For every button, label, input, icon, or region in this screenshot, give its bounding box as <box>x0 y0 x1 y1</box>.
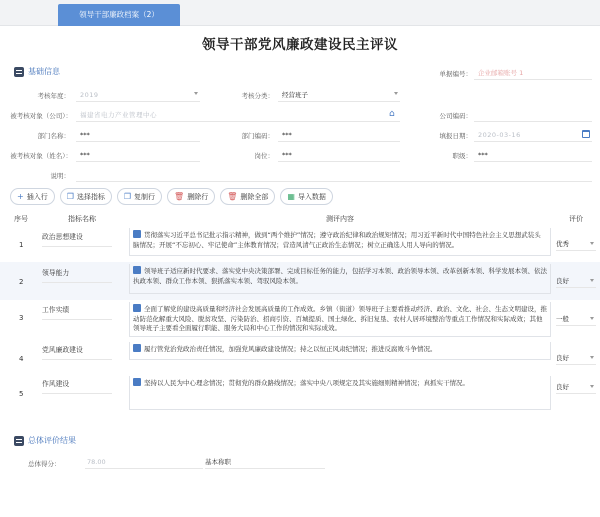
row-content[interactable]: 坚持以人民为中心理念情况；贯彻党的群众路线情况；落实中央八项规定及其实施细则精神情况；真抓实干情况。 <box>129 376 551 410</box>
company-code-field[interactable] <box>474 108 592 122</box>
person-label: 被考核对象（姓名）： <box>10 152 72 160</box>
chevron-down-icon <box>590 356 594 359</box>
row-eval-select[interactable]: 优秀 <box>556 237 596 251</box>
rank-field[interactable]: *** <box>474 148 592 162</box>
post-label: 岗位： <box>254 152 274 160</box>
delete-all-button[interactable]: 🗑 删除全部 <box>220 188 275 205</box>
total-score-label: 总体得分： <box>28 460 61 468</box>
row-seq: 4 <box>19 355 24 363</box>
row-indicator[interactable]: 作风建设 <box>42 378 112 394</box>
row-content[interactable]: 全面了解党的建设高质量和经济社会发展高质量的工作成效。乡镇（街道）领导班子主要看推动经济、政治、文化、社会、生态文明建设，推动防范化解重大风险、脱贫攻坚、污染防治、招商引资、百城提质、国土绿化、拆旧复垦、农村人居环境整治等重点工作情况和实际成效；其他领导班子主要看全面履行职能、服务大局和中心工作的情况和实际成效。 <box>129 302 551 337</box>
dept-name-label: 部门名称： <box>37 132 70 140</box>
table-row[interactable] <box>0 262 600 300</box>
doc-no-field[interactable]: 企业邮箱账号 1 <box>474 66 592 80</box>
row-eval-select[interactable]: 良好 <box>556 274 596 288</box>
trash-icon: 🗑 <box>227 191 238 201</box>
row-seq: 5 <box>19 390 24 398</box>
row-eval-select[interactable]: 良好 <box>556 380 596 394</box>
year-label: 考核年度： <box>37 92 70 100</box>
table-row[interactable] <box>0 226 600 260</box>
delete-row-button[interactable]: 🗑 删除行 <box>167 188 215 205</box>
doc-icon <box>133 230 141 238</box>
chevron-down-icon <box>194 92 198 95</box>
dept-name-field[interactable]: *** <box>76 128 200 142</box>
row-seq: 3 <box>19 314 24 322</box>
chevron-down-icon <box>590 242 594 245</box>
chevron-down-icon <box>590 317 594 320</box>
doc-no-label: 单据编号： <box>439 70 472 78</box>
table-row[interactable] <box>0 342 600 374</box>
import-data-button[interactable]: ▦ 导入数据 <box>280 188 333 205</box>
summary-header <box>14 435 76 446</box>
row-eval-select[interactable]: 一般 <box>556 312 596 326</box>
doc-icon <box>133 378 141 386</box>
basic-info-title: 基础信息 <box>28 67 60 76</box>
copy-icon: ❐ <box>66 191 74 201</box>
fill-date-field[interactable]: 2020-03-16 <box>474 128 592 142</box>
insert-row-button[interactable]: + 插入行 <box>10 188 55 205</box>
basic-info-header <box>14 66 60 77</box>
rank-label: 职级： <box>452 152 472 160</box>
doc-icon <box>133 344 141 352</box>
calendar-icon[interactable] <box>582 130 590 138</box>
category-label: 考核分类： <box>241 92 274 100</box>
year-select[interactable]: 2019 <box>76 88 200 102</box>
select-indicator-button[interactable]: ❐ 选择指标 <box>60 188 112 205</box>
table-row[interactable] <box>0 302 600 340</box>
company-label: 被考核对象（公司）： <box>10 112 72 120</box>
person-field[interactable]: *** <box>76 148 200 162</box>
doc-icon <box>133 304 141 312</box>
total-score-field[interactable]: 78.00 <box>85 455 203 469</box>
fill-date-label: 填报日期： <box>439 132 472 140</box>
excel-icon: ▦ <box>287 191 295 201</box>
row-indicator[interactable]: 政治思想建设 <box>42 231 112 247</box>
row-indicator[interactable]: 领导能力 <box>42 267 112 283</box>
table-row[interactable] <box>0 376 600 410</box>
doc-icon <box>133 266 141 274</box>
chevron-down-icon <box>590 385 594 388</box>
row-seq: 2 <box>19 278 24 286</box>
row-eval-select[interactable]: 良好 <box>556 351 596 365</box>
row-seq: 1 <box>19 241 24 249</box>
col-seq: 序号 <box>14 215 28 223</box>
note-label: 说明： <box>50 172 70 180</box>
page-title: 领导干部党风廉政建设民主评议 <box>202 37 398 53</box>
row-content[interactable]: 履行管党治党政治责任情况，加强党风廉政建设情况；持之以恒正风肃纪情况；推进反腐败斗争情况。 <box>129 342 551 360</box>
col-indicator: 指标名称 <box>68 215 96 223</box>
chevron-down-icon <box>394 92 398 95</box>
trash-icon: 🗑 <box>174 191 185 201</box>
summary-title: 总体评价结果 <box>28 436 76 445</box>
tab-leader-archive[interactable]: 领导干部廉政档案（2） <box>58 4 180 26</box>
row-indicator[interactable]: 工作实绩 <box>42 304 112 320</box>
table-toolbar <box>10 188 333 205</box>
chevron-down-icon <box>590 279 594 282</box>
company-code-label: 公司编码： <box>439 112 472 120</box>
copy-row-button[interactable]: ❐ 复制行 <box>117 188 162 205</box>
dept-code-field[interactable]: *** <box>278 128 400 142</box>
post-field[interactable]: *** <box>278 148 400 162</box>
row-indicator[interactable]: 党风廉政建设 <box>42 344 112 360</box>
table-header <box>0 212 600 226</box>
category-select[interactable]: 经营班子 <box>278 88 400 102</box>
building-icon[interactable]: ⌂ <box>389 109 395 119</box>
overall-rating-field[interactable]: 基本称职 <box>205 455 325 469</box>
list-icon <box>14 436 24 446</box>
row-content[interactable]: 贯彻落实习近平总书记批示指示精神，做到“两个维护”情况；遵守政治纪律和政治规矩情况；用习近平新时代中国特色社会主义思想武装头脑情况；开展“不忘初心、牢记使命”主体教育情况；营造风清气正政治生态情况；树立正确选人用人导向的情况。 <box>129 228 551 256</box>
company-field[interactable]: 福建省电力产业管理中心 ⌂ <box>76 108 400 122</box>
plus-icon: + <box>17 191 24 201</box>
list-icon <box>14 67 24 77</box>
col-eval: 评价 <box>569 215 583 223</box>
tab-bar <box>0 0 600 26</box>
row-content[interactable]: 领导班子适应新时代要求、落实党中央决策部署、完成目标任务的能力，包括学习本领、政治领导本领、改革创新本领、科学发展本领、依法执政本领、群众工作本领、狠抓落实本领、驾驭风险本领。 <box>129 264 551 294</box>
note-field[interactable] <box>76 168 592 182</box>
col-content: 测评内容 <box>326 215 354 223</box>
copy-icon: ❐ <box>123 191 132 201</box>
dept-code-label: 部门编码： <box>241 132 274 140</box>
